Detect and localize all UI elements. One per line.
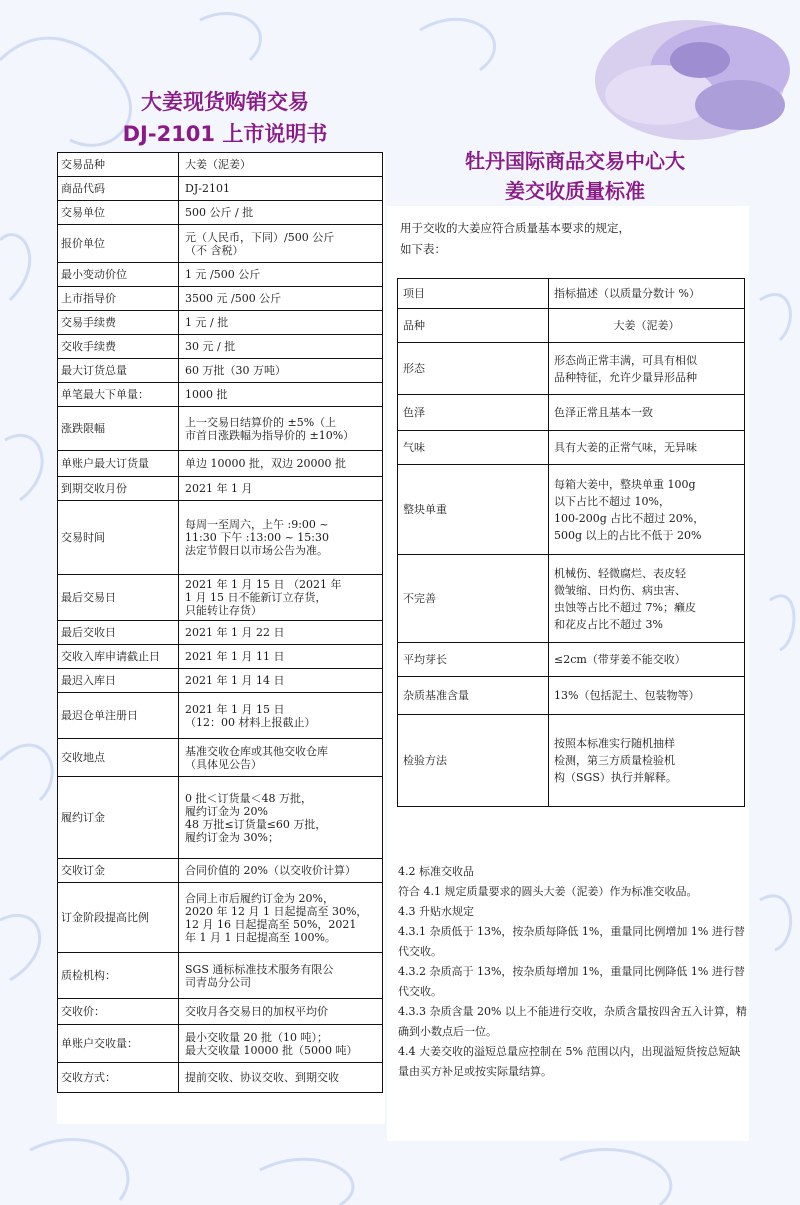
value-line: 基准交收仓库或其他交收仓库 bbox=[185, 744, 328, 758]
left-title-line-1: 大姜现货购销交易 bbox=[141, 90, 309, 114]
row-value bbox=[549, 279, 745, 309]
row-value bbox=[179, 407, 383, 451]
table-row bbox=[58, 501, 383, 575]
table-row bbox=[58, 777, 383, 859]
row-label: 交易手续费 bbox=[58, 311, 179, 335]
value-line: 2021 年 1 月 22 日 bbox=[185, 626, 285, 639]
table-row bbox=[58, 883, 383, 953]
table-row bbox=[58, 693, 383, 739]
row-label: 最后交易日 bbox=[58, 575, 179, 621]
value-line: 12 月 16 日起提高至 50%，2021 bbox=[185, 917, 357, 931]
row-value bbox=[549, 309, 745, 343]
value-line: 2021 年 1 月 bbox=[185, 482, 253, 495]
row-label: 最大订货总量 bbox=[58, 359, 179, 383]
row-label: 订金阶段提高比例 bbox=[58, 883, 179, 953]
value-line: 2021 年 1 月 15 日 bbox=[185, 702, 285, 716]
table-row bbox=[58, 645, 383, 669]
value-line: （具体见公告） bbox=[185, 757, 262, 771]
intro-line: 如下表： bbox=[400, 242, 446, 256]
row-label: 单笔最大下单量： bbox=[58, 383, 179, 407]
row-value bbox=[179, 359, 383, 383]
value-line: 市首日涨跌幅为指导价的 ±10%） bbox=[185, 428, 355, 442]
row-label: 杂质基准含量 bbox=[398, 677, 549, 715]
row-value bbox=[179, 999, 383, 1025]
row-label: 交收手续费 bbox=[58, 335, 179, 359]
table-row bbox=[58, 999, 383, 1025]
left-title bbox=[60, 86, 390, 150]
table-row bbox=[58, 359, 383, 383]
value-line: 2020 年 12 月 1 日起提高至 30%， bbox=[185, 904, 368, 918]
value-line: 色泽正常且基本一致 bbox=[554, 406, 653, 419]
value-line: 交收月各交易日的加权平均价 bbox=[185, 1005, 328, 1018]
table-row bbox=[58, 477, 383, 501]
row-label: 整块单重 bbox=[398, 465, 549, 555]
row-value bbox=[179, 287, 383, 311]
table-row bbox=[58, 311, 383, 335]
table-row bbox=[58, 739, 383, 777]
value-line: 和花皮占比不超过 3% bbox=[554, 617, 663, 631]
value-line: 每箱大姜中，整块单重 100g bbox=[554, 477, 696, 491]
row-value bbox=[179, 177, 383, 201]
row-label: 气味 bbox=[398, 431, 549, 465]
row-label: 最迟入库日 bbox=[58, 669, 179, 693]
row-value bbox=[179, 669, 383, 693]
row-value bbox=[179, 1063, 383, 1093]
left-title-line-2: DJ-2101 上市说明书 bbox=[122, 122, 328, 146]
value-line: 2021 年 1 月 11 日 bbox=[185, 650, 285, 663]
row-label: 品种 bbox=[398, 309, 549, 343]
row-value bbox=[179, 501, 383, 575]
row-value bbox=[179, 225, 383, 263]
right-title bbox=[400, 146, 750, 206]
value-line: 履约订金为 20% bbox=[185, 804, 268, 818]
quality-intro bbox=[400, 218, 740, 260]
table-row bbox=[398, 309, 745, 343]
table-row bbox=[58, 153, 383, 177]
value-line: 1 月 15 日不能新订立存货， bbox=[185, 591, 327, 604]
row-value bbox=[179, 621, 383, 645]
value-line: 品种特征，允许少量异形品种 bbox=[554, 370, 697, 384]
row-label: 交收地点 bbox=[58, 739, 179, 777]
row-label: 色泽 bbox=[398, 395, 549, 431]
row-value bbox=[549, 395, 745, 431]
value-line: 最小交收量 20 批（10 吨）； bbox=[185, 1030, 328, 1044]
row-label: 履约订金 bbox=[58, 777, 179, 859]
value-line: 提前交收、协议交收、到期交收 bbox=[185, 1071, 339, 1084]
note-paragraph: 符合 4.1 规定质量要求的圆头大姜（泥姜）作为标准交收品。 bbox=[398, 885, 698, 898]
value-line: 500g 以上的占比不低于 20% bbox=[554, 528, 702, 542]
note-paragraph: 4.2 标准交收品 bbox=[398, 865, 474, 878]
value-line: SGS 通标标准技术服务有限公 bbox=[185, 962, 334, 976]
table-row bbox=[398, 465, 745, 555]
value-line: 上一交易日结算价的 ±5%（上 bbox=[185, 415, 337, 429]
table-row bbox=[398, 677, 745, 715]
right-title-line-1: 牡丹国际商品交易中心大 bbox=[465, 149, 685, 173]
value-line: 机械伤、轻微腐烂、表皮轻 bbox=[554, 566, 686, 580]
row-label: 质检机构： bbox=[58, 953, 179, 999]
row-value bbox=[549, 715, 745, 807]
row-value bbox=[179, 645, 383, 669]
row-label: 不完善 bbox=[398, 555, 549, 643]
listing-spec-table bbox=[57, 152, 383, 1093]
table-row bbox=[58, 1025, 383, 1063]
row-value bbox=[179, 201, 383, 225]
value-line: 100-200g 占比不超过 20%， bbox=[554, 511, 705, 525]
row-value bbox=[179, 777, 383, 859]
value-line: （12：00 材料上报截止） bbox=[185, 715, 316, 729]
value-line: 单边 10000 批，双边 20000 批 bbox=[185, 457, 346, 470]
row-value bbox=[179, 575, 383, 621]
value-line: 年 1 月 1 日起提高至 100%。 bbox=[185, 930, 336, 944]
row-value bbox=[549, 643, 745, 677]
table-row bbox=[58, 225, 383, 263]
value-line: （不 含税） bbox=[185, 243, 244, 257]
row-value bbox=[179, 383, 383, 407]
value-line: ≤2cm（带芽姜不能交收） bbox=[554, 653, 686, 666]
value-line: 只能转让存货） bbox=[185, 604, 262, 617]
intro-line: 用于交收的大姜应符合质量基本要求的规定， bbox=[400, 221, 630, 235]
value-line: 检测，第三方质量检验机 bbox=[554, 754, 675, 767]
row-value bbox=[179, 153, 383, 177]
value-line: 11:30 下午 :13:00 ~ 15:30 bbox=[185, 531, 330, 544]
table-row bbox=[58, 177, 383, 201]
value-line: 60 万批（30 万吨） bbox=[185, 364, 286, 377]
value-line: 大姜（泥姜） bbox=[185, 158, 251, 171]
value-line: 构（SGS）执行并解释。 bbox=[554, 771, 677, 784]
table-row bbox=[58, 383, 383, 407]
value-line: 0 批＜订货量＜48 万批， bbox=[185, 791, 312, 805]
value-line: 法定节假日以市场公告为准。 bbox=[185, 544, 328, 557]
row-value bbox=[179, 263, 383, 287]
row-value bbox=[549, 431, 745, 465]
row-value bbox=[179, 311, 383, 335]
row-label: 交易单位 bbox=[58, 201, 179, 225]
value-line: 合同价值的 20%（以交收价计算） bbox=[185, 864, 356, 877]
row-label: 平均芽长 bbox=[398, 643, 549, 677]
row-label: 交收入库申请截止日 bbox=[58, 645, 179, 669]
table-row bbox=[58, 1063, 383, 1093]
note-paragraph: 4.3.2 杂质高于 13%，按杂质每增加 1%，重量同比例降低 1% 进行替代交收。 bbox=[398, 965, 745, 998]
value-line: 指标描述（以质量分数计 %） bbox=[554, 287, 700, 300]
table-row bbox=[398, 279, 745, 309]
note-paragraph: 4.4 大姜交收的溢短总量应控制在 5% 范围以内，出现溢短货按总短缺量由买方补足或按实际量结算。 bbox=[398, 1045, 741, 1078]
row-label: 商品代码 bbox=[58, 177, 179, 201]
table-row bbox=[58, 669, 383, 693]
note-paragraph: 4.3.3 杂质含量 20% 以上不能进行交收，杂质含量按四舍五入计算，精确到小数点后一位。 bbox=[398, 1005, 747, 1038]
row-label: 交收价： bbox=[58, 999, 179, 1025]
value-line: 1000 批 bbox=[185, 388, 228, 401]
value-line: 2021 年 1 月 15 日 （2021 年 bbox=[185, 578, 342, 591]
row-label: 项目 bbox=[398, 279, 549, 309]
table-row bbox=[58, 201, 383, 225]
table-row bbox=[398, 395, 745, 431]
value-line: 履约订金为 30%； bbox=[185, 830, 279, 844]
value-line: 30 元 / 批 bbox=[185, 340, 236, 353]
table-row bbox=[58, 407, 383, 451]
row-label: 最小变动价位 bbox=[58, 263, 179, 287]
row-label: 单账户最大订货量 bbox=[58, 451, 179, 477]
row-value bbox=[179, 1025, 383, 1063]
row-label: 单账户交收量： bbox=[58, 1025, 179, 1063]
quality-standard-table bbox=[397, 278, 745, 807]
row-value bbox=[549, 343, 745, 395]
row-value bbox=[549, 465, 745, 555]
row-label: 报价单位 bbox=[58, 225, 179, 263]
value-line: 3500 元 /500 公斤 bbox=[185, 292, 282, 305]
value-line: 元（人民币，下同）/500 公斤 bbox=[185, 230, 335, 244]
peony-illustration bbox=[595, 20, 790, 140]
table-row bbox=[58, 287, 383, 311]
value-line: 具有大姜的正常气味，无异味 bbox=[554, 441, 697, 454]
value-line: 48 万批≤订货量≤60 万批， bbox=[185, 817, 327, 831]
row-label: 检验方法 bbox=[398, 715, 549, 807]
table-row bbox=[58, 575, 383, 621]
value-line: 1 元 / 批 bbox=[185, 316, 229, 329]
value-line: 合同上市后履约订金为 20%， bbox=[185, 891, 334, 905]
row-label: 最迟仓单注册日 bbox=[58, 693, 179, 739]
row-value bbox=[179, 883, 383, 953]
row-label: 涨跌限幅 bbox=[58, 407, 179, 451]
row-label: 形态 bbox=[398, 343, 549, 395]
value-line: 虫蚀等占比不超过 7%；癞皮 bbox=[554, 600, 696, 614]
row-label: 最后交收日 bbox=[58, 621, 179, 645]
value-line: 形态尚正常丰满，可具有相似 bbox=[554, 353, 697, 367]
value-line: 以下占比不超过 10%， bbox=[554, 494, 670, 508]
row-value bbox=[179, 739, 383, 777]
value-line: DJ-2101 bbox=[185, 182, 230, 195]
table-row bbox=[58, 621, 383, 645]
value-line: 500 公斤 / 批 bbox=[185, 206, 254, 219]
row-value bbox=[179, 477, 383, 501]
row-value bbox=[179, 451, 383, 477]
table-row bbox=[58, 953, 383, 999]
row-value bbox=[549, 555, 745, 643]
row-label: 交易品种 bbox=[58, 153, 179, 177]
table-row bbox=[58, 859, 383, 883]
delivery-notes bbox=[398, 862, 748, 1082]
value-line: 最大交收量 10000 批（5000 吨） bbox=[185, 1043, 358, 1057]
table-row bbox=[398, 555, 745, 643]
value-line: 2021 年 1 月 14 日 bbox=[185, 674, 285, 687]
value-line: 大姜（泥姜） bbox=[613, 319, 680, 332]
table-row bbox=[58, 335, 383, 359]
row-value bbox=[179, 859, 383, 883]
table-row bbox=[398, 343, 745, 395]
value-line: 司青岛分公司 bbox=[185, 975, 251, 989]
row-value bbox=[179, 335, 383, 359]
value-line: 按照本标准实行随机抽样 bbox=[554, 737, 675, 750]
value-line: 13%（包括泥土、包装物等） bbox=[554, 689, 700, 702]
row-label: 交易时间 bbox=[58, 501, 179, 575]
note-paragraph: 4.3 升贴水规定 bbox=[398, 905, 474, 918]
row-value bbox=[179, 693, 383, 739]
right-title-line-2: 姜交收质量标准 bbox=[505, 179, 645, 203]
value-line: 1 元 /500 公斤 bbox=[185, 268, 261, 281]
table-row bbox=[398, 643, 745, 677]
table-row bbox=[398, 431, 745, 465]
table-row bbox=[58, 263, 383, 287]
row-label: 上市指导价 bbox=[58, 287, 179, 311]
row-value bbox=[549, 677, 745, 715]
table-row bbox=[58, 451, 383, 477]
row-label: 到期交收月份 bbox=[58, 477, 179, 501]
table-row bbox=[398, 715, 745, 807]
row-value bbox=[179, 953, 383, 999]
row-label: 交收订金 bbox=[58, 859, 179, 883]
value-line: 每周一至周六，上午 :9:00 ~ bbox=[185, 518, 329, 531]
value-line: 微皱缩、日灼伤、病虫害、 bbox=[554, 583, 686, 597]
row-label: 交收方式： bbox=[58, 1063, 179, 1093]
note-paragraph: 4.3.1 杂质低于 13%，按杂质每降低 1%，重量同比例增加 1% 进行替代交收。 bbox=[398, 925, 745, 958]
